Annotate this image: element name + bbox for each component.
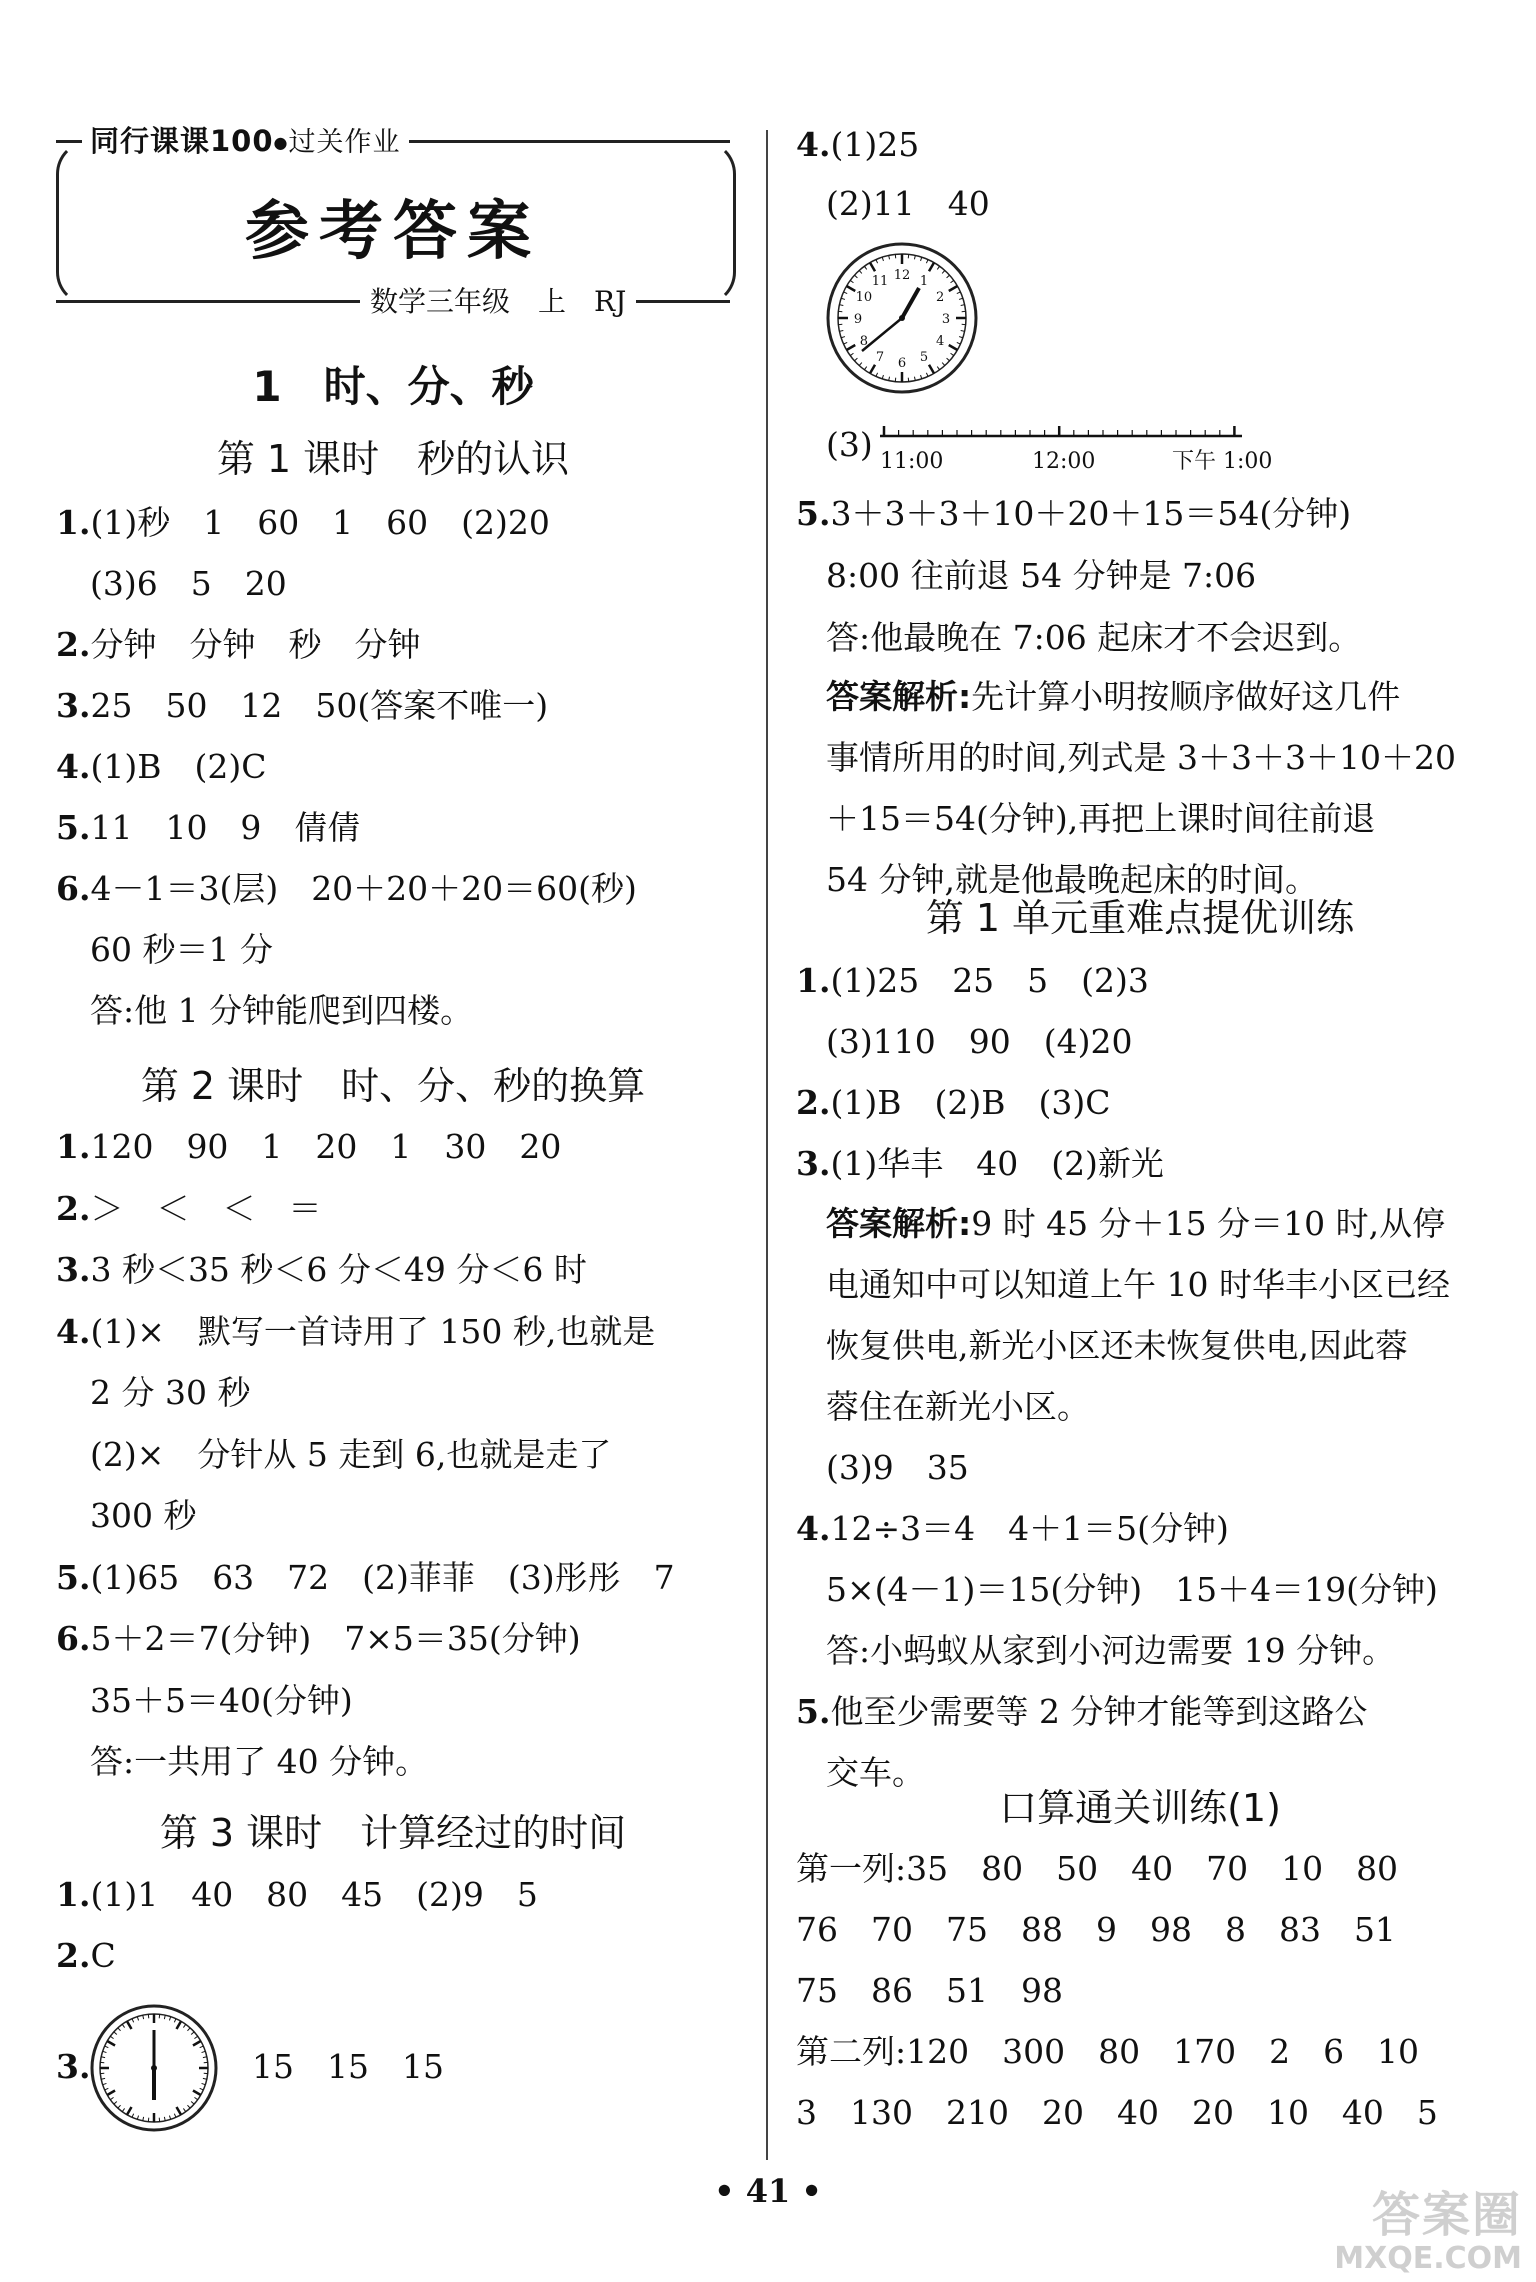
answer-line — [826, 1569, 1438, 1611]
answer-line — [56, 1618, 581, 1660]
analysis-line — [826, 798, 1375, 840]
answer-line — [56, 1188, 321, 1230]
answer-line — [56, 624, 420, 666]
timeline-tick-label: 12:00 — [1032, 449, 1096, 474]
answer-text: (1)华丰 40 (2)新光 — [830, 1144, 1164, 1183]
question-number: 4. — [796, 1509, 831, 1548]
question-number: 1. — [796, 961, 831, 1000]
answer-line — [826, 1630, 1395, 1672]
answer-text: (1)25 25 5 (2)3 — [830, 961, 1149, 1000]
question-number: 5. — [56, 808, 91, 847]
analysis-text: 蓉住在新光小区。 — [826, 1387, 1090, 1426]
analysis-text: 先计算小明按顺序做好这几件 — [971, 677, 1401, 716]
answer-text: 5×(4－1)＝15(分钟) 15＋4＝19(分钟) — [826, 1570, 1438, 1609]
answer-line — [826, 1021, 1132, 1063]
answer-text: 2 分 30 秒 — [90, 1373, 251, 1412]
clock-icon — [822, 238, 982, 398]
answer-line — [56, 1935, 116, 1977]
answer-line — [56, 1311, 655, 1353]
answer-text: (1)B (2)B (3)C — [830, 1083, 1111, 1122]
question-number: 1. — [56, 1875, 91, 1914]
question-number: 3. — [56, 1250, 91, 1289]
brand-name: 同行课课100 — [90, 124, 274, 158]
answer-text: 12÷3＝4 4＋1＝5(分钟) — [830, 1509, 1229, 1548]
answer-line — [56, 807, 360, 849]
question-number: 2. — [796, 1083, 831, 1122]
answer-line — [90, 1741, 428, 1783]
answer-line — [56, 1249, 587, 1291]
answer-line — [796, 1508, 1229, 1550]
answer-text: (1)秒 1 60 1 60 (2)20 — [90, 503, 550, 542]
question-number: 3. — [56, 686, 91, 725]
answer-line — [90, 1680, 353, 1722]
oral-line: 第二列:120 300 80 170 2 6 10 — [796, 2032, 1420, 2071]
svg-text:3: 3 — [941, 312, 951, 327]
analysis-text: ＋15＝54(分钟),再把上课时间往前退 — [826, 799, 1376, 838]
svg-text:12: 12 — [893, 268, 911, 283]
analysis-line — [826, 737, 1456, 779]
answer-text: (1)B (2)C — [90, 747, 267, 786]
answer-line — [56, 502, 550, 544]
answer-line — [90, 1434, 611, 1476]
answer-line — [56, 1874, 538, 1916]
question-number: 2. — [56, 625, 91, 664]
oral-line: 76 70 75 88 9 98 8 83 51 — [796, 1910, 1396, 1949]
svg-text:11: 11 — [871, 273, 889, 289]
answer-line — [796, 1082, 1110, 1124]
analysis-line — [826, 1203, 1445, 1245]
answer-text: 3 秒＜35 秒＜6 分＜49 分＜6 时 — [90, 1250, 587, 1289]
analysis-label: 答案解析: — [826, 677, 972, 716]
unit-review-title: 第 1 单元重难点提优训练 — [925, 896, 1355, 940]
answer-text: 他至少需要等 2 分钟才能等到这路公 — [830, 1692, 1368, 1731]
answer-text: 3＋3＋3＋10＋20＋15＝54(分钟) — [830, 494, 1352, 533]
answer-text: 答:一共用了 40 分钟。 — [90, 1742, 429, 1781]
timeline-tick-label: 11:00 — [880, 449, 944, 474]
answer-line — [826, 617, 1361, 659]
lesson2-title: 第 2 课时 时、分、秒的换算 — [140, 1064, 646, 1108]
svg-text:5: 5 — [919, 350, 929, 366]
question-number: 6. — [56, 869, 91, 908]
timeline-tick-label: 下午 1:00 — [1172, 449, 1273, 474]
clock-icon — [86, 2000, 222, 2136]
answer-text: 答:他 1 分钟能爬到四楼。 — [90, 991, 474, 1030]
answer-line — [90, 990, 473, 1032]
answer-text: 11 10 9 倩倩 — [90, 808, 361, 847]
analysis-line — [826, 1386, 1090, 1428]
answer-text: 25 50 12 50(答案不唯一) — [90, 686, 549, 725]
question-number: 6. — [56, 1619, 91, 1658]
analysis-text: 事情所用的时间,列式是 3＋3＋3＋10＋20 — [826, 738, 1456, 777]
answer-text: 8:00 往前退 54 分钟是 7:06 — [826, 556, 1257, 595]
brand-label: 同行课课100●过关作业 — [82, 122, 409, 160]
answer-text: 分钟 分钟 秒 分钟 — [90, 625, 421, 664]
answer-text: (1)65 63 72 (2)菲菲 (3)彤彤 7 — [90, 1557, 675, 1597]
answer-text: (2)× 分针从 5 走到 6,也就是走了 — [90, 1434, 612, 1474]
answer-text: (3)110 90 (4)20 — [826, 1022, 1133, 1061]
question-number: 2. — [56, 1188, 91, 1228]
question-number: 3. — [796, 1144, 831, 1183]
answer-line — [90, 1495, 196, 1537]
answer-line — [796, 1691, 1367, 1733]
timeline — [876, 418, 1273, 478]
oral-line: 第一列:35 80 50 40 70 10 80 — [796, 1849, 1399, 1888]
question-number: 1. — [56, 1127, 91, 1166]
answer-text: ＞ ＜ ＜ ＝ — [90, 1188, 322, 1228]
page-number: • 41 • — [714, 2172, 822, 2210]
brand-suffix: 过关作业 — [288, 127, 401, 158]
lesson3-q3-number: 3. — [56, 2047, 91, 2086]
answer-line — [56, 746, 266, 788]
analysis-label: 答案解析: — [826, 1204, 972, 1243]
answer-line — [56, 685, 548, 727]
answer-text: 5＋2＝7(分钟) 7×5＝35(分钟) — [90, 1619, 581, 1658]
answer-line — [56, 1126, 561, 1168]
analysis-line — [826, 1264, 1450, 1306]
answer-text: 35＋5＝40(分钟) — [90, 1680, 353, 1720]
subject-label: 数学三年级 上 RJ — [360, 284, 636, 320]
answer-text: 120 90 1 20 1 30 20 — [90, 1127, 562, 1166]
question-number: 5. — [56, 1557, 91, 1597]
lesson3-title: 第 3 课时 计算经过的时间 — [159, 1811, 627, 1855]
answer-text: (1)× 默写一首诗用了 150 秒,也就是 — [90, 1311, 656, 1351]
answer-text: C — [90, 1936, 116, 1975]
answer-line — [56, 868, 637, 910]
answer-line — [90, 563, 287, 605]
answer-text: 300 秒 — [90, 1496, 197, 1535]
answer-text: (1)1 40 80 45 (2)9 5 — [90, 1875, 538, 1914]
answer-line — [826, 555, 1256, 597]
right-q4-line1: 4.(1)25 — [796, 125, 920, 164]
svg-text:6: 6 — [897, 356, 907, 371]
answer-line — [796, 493, 1351, 535]
answer-line — [56, 1557, 675, 1599]
question-number: 5. — [796, 494, 831, 533]
page-title: 参考答案 — [245, 195, 541, 269]
answer-text: (3)6 5 20 — [90, 564, 287, 603]
analysis-line — [826, 1325, 1408, 1367]
right-q4-line2: (2)11 40 — [826, 184, 990, 223]
question-number: 4. — [56, 1311, 91, 1351]
lesson3-q3-answer: 15 15 15 — [252, 2047, 444, 2086]
question-number: 1. — [56, 503, 91, 542]
answer-line — [90, 1372, 250, 1414]
svg-text:10: 10 — [855, 290, 873, 305]
answer-text: 答:他最晚在 7:06 起床才不会迟到。 — [826, 618, 1362, 657]
analysis-text: 电通知中可以知道上午 10 时华丰小区已经 — [826, 1265, 1450, 1304]
watermark — [1334, 2188, 1522, 2276]
oral-line: 75 86 51 98 — [796, 1971, 1063, 2010]
column-divider — [766, 130, 768, 2160]
timeline-label: (3) — [826, 425, 873, 464]
analysis-text: 9 时 45 分＋15 分＝10 时,从停 — [971, 1204, 1446, 1243]
watermark-title: 答案圈 — [1371, 2187, 1522, 2243]
svg-text:2: 2 — [935, 290, 945, 305]
svg-text:8: 8 — [859, 334, 869, 349]
question-number: 5. — [796, 1692, 831, 1731]
watermark-url: MXQE.COM — [1334, 2241, 1522, 2276]
svg-text:9: 9 — [853, 312, 863, 327]
chapter-title: 1 时、分、秒 — [252, 362, 534, 411]
analysis-text: 54 分钟,就是他最晚起床的时间。 — [826, 860, 1318, 899]
answer-text: (3)9 35 — [826, 1448, 969, 1487]
question-number: 4. — [56, 747, 91, 786]
answer-text: 60 秒＝1 分 — [90, 930, 273, 969]
analysis-line — [826, 676, 1400, 718]
oral-line: 3 130 210 20 40 20 10 40 5 — [796, 2093, 1438, 2132]
svg-text:1: 1 — [919, 273, 929, 289]
answer-text: 答:小蚂蚁从家到小河边需要 19 分钟。 — [826, 1631, 1396, 1670]
answer-line — [826, 1447, 969, 1489]
analysis-text: 恢复供电,新光小区还未恢复供电,因此蓉 — [826, 1326, 1408, 1365]
answer-line — [796, 1143, 1164, 1185]
answer-line — [796, 960, 1149, 1002]
answer-line — [90, 929, 273, 971]
question-number: 2. — [56, 1936, 91, 1975]
lesson1-title: 第 1 课时 秒的认识 — [216, 437, 570, 481]
svg-text:4: 4 — [935, 334, 945, 349]
oral-title: 口算通关训练(1) — [999, 1786, 1281, 1830]
answer-text: 交车。 — [826, 1753, 925, 1792]
svg-text:7: 7 — [875, 350, 885, 366]
answer-text: 4－1＝3(层) 20＋20＋20＝60(秒) — [90, 869, 637, 908]
